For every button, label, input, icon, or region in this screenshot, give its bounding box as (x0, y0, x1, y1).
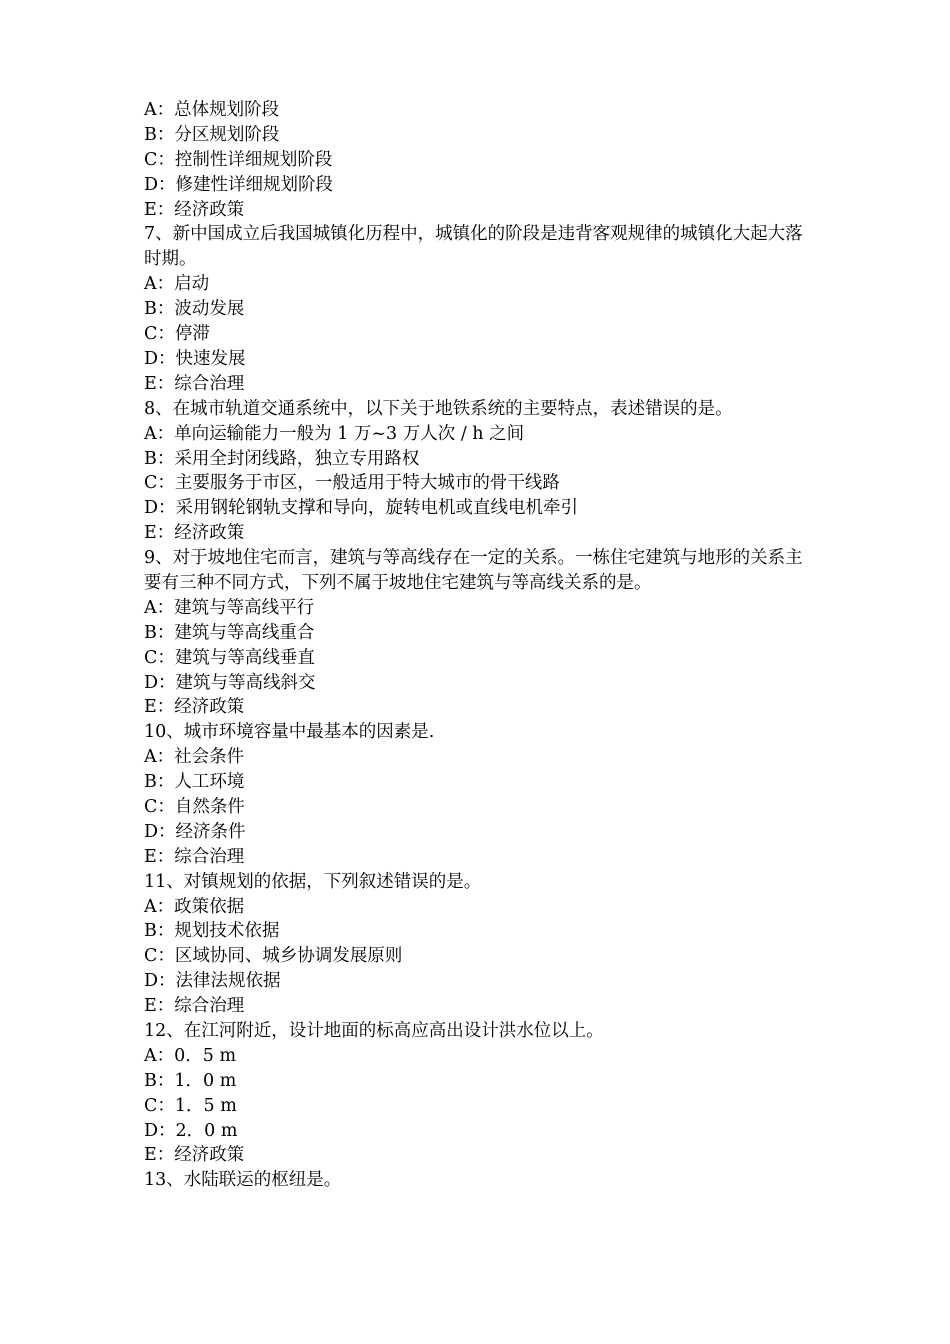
answer-option: D：采用钢轮钢轨支撑和导向，旋转电机或直线电机牵引 (144, 498, 579, 519)
answer-option: B：人工环境 (144, 772, 245, 793)
answer-option: D：2．0 m (144, 1120, 238, 1141)
answer-option: E：经济政策 (144, 523, 245, 544)
answer-option: C：主要服务于市区，一般适用于特大城市的骨干线路 (144, 473, 560, 494)
answer-option: E：经济政策 (144, 697, 245, 718)
answer-option: C：停滞 (144, 324, 210, 345)
answer-option: A：0．5 m (144, 1045, 237, 1066)
answer-option: B：波动发展 (144, 299, 245, 320)
answer-option: B：建筑与等高线重合 (144, 622, 315, 643)
answer-option: A：政策依据 (144, 896, 245, 917)
answer-option: A：总体规划阶段 (144, 100, 280, 120)
answer-option: D：修建性详细规划阶段 (144, 174, 334, 195)
answer-option: C：建筑与等高线垂直 (144, 647, 315, 668)
answer-option: D：建筑与等高线斜交 (144, 672, 316, 693)
answer-option: E：经济政策 (144, 1145, 245, 1166)
question-text: 13、水陆联运的枢纽是。 (144, 1170, 342, 1191)
answer-option: A：建筑与等高线平行 (144, 597, 315, 618)
answer-option: A：社会条件 (144, 747, 245, 768)
question-text: 9、对于坡地住宅而言，建筑与等高线存在一定的关系。一栋住宅建筑与地形的关系主要有三种不同方式，下列不属于坡地住宅建筑与等高线关系的是。 (144, 548, 803, 593)
answer-option: E：综合治理 (144, 373, 245, 394)
answer-option: E：综合治理 (144, 996, 245, 1017)
answer-option: B：1．0 m (144, 1070, 237, 1091)
question-text: 8、在城市轨道交通系统中，以下关于地铁系统的主要特点，表述错误的是。 (144, 398, 733, 419)
question-text: 11、对镇规划的依据，下列叙述错误的是。 (144, 871, 482, 892)
question-text: 7、新中国成立后我国城镇化历程中，城镇化的阶段是违背客观规律的城镇化大起大落时期。 (144, 224, 803, 270)
answer-option: A：启动 (144, 274, 210, 295)
answer-option: C：区域协同、城乡协调发展原则 (144, 946, 403, 967)
question-text: 12、在江河附近，设计地面的标高应高出设计洪水位以上。 (144, 1021, 604, 1042)
answer-option: A：单向运输能力一般为 1 万~3 万人次 / h 之间 (144, 423, 525, 444)
answer-option: E：综合治理 (144, 846, 245, 867)
answer-option: B：采用全封闭线路，独立专用路权 (144, 448, 420, 469)
answer-option: C：自然条件 (144, 797, 245, 817)
answer-option: D：法律法规依据 (144, 971, 281, 992)
answer-option: B：规划技术依据 (144, 921, 280, 942)
answer-option: E：经济政策 (144, 199, 245, 220)
answer-option: B：分区规划阶段 (144, 124, 280, 145)
answer-option: C：控制性详细规划阶段 (144, 149, 333, 170)
question-text: 10、城市环境容量中最基本的因素是. (144, 722, 435, 743)
answer-option: C：1．5 m (144, 1095, 237, 1116)
answer-option: D：快速发展 (144, 348, 246, 369)
answer-option: D：经济条件 (144, 821, 246, 842)
document-body (144, 98, 814, 1193)
